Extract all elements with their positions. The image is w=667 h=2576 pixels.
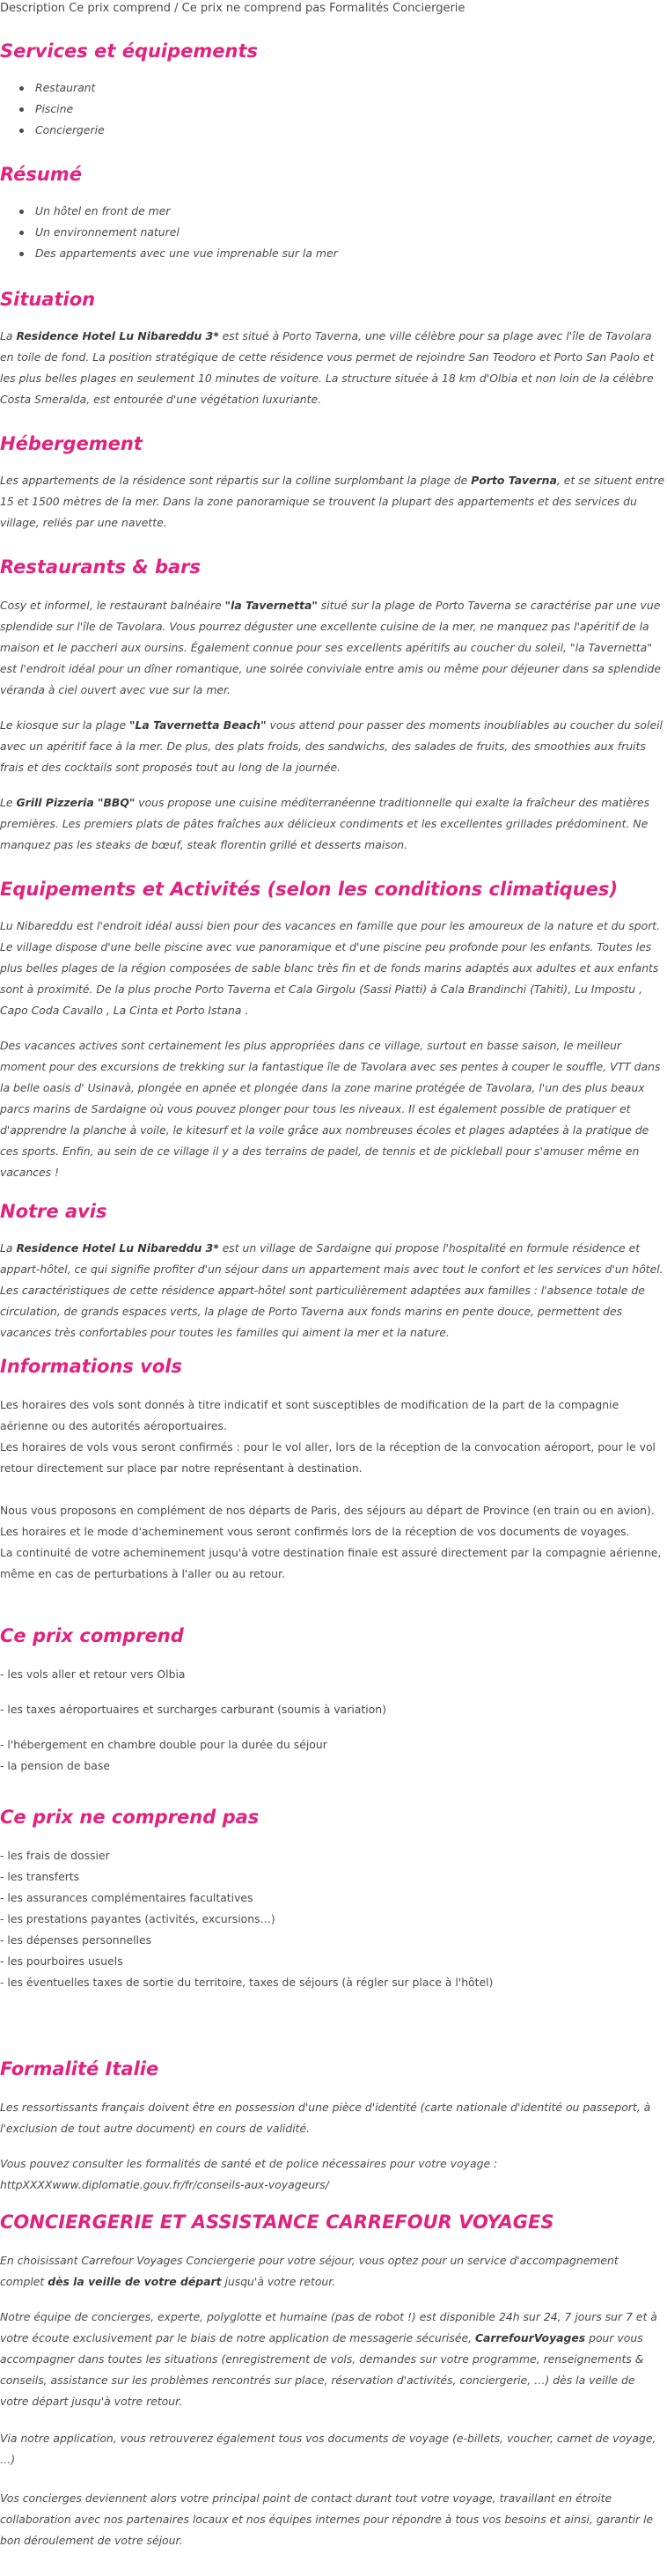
- list-item: - les éventuelles taxes de sortie du territoire, taxes de séjours (à régler sur place à l'hôtel): [0, 1976, 494, 1989]
- conciergerie-paragraph-2: Notre équipe de concierges, experte, polyglotte et humaine (pas de robot !) est disponible 24h sur 24, 7 jours sur 7 et à votre écoute exclusivement par le biais de notre application de messagerie sécurisée, CarrefourVoyages pour vous accompagner dans toutes les situations (enregistrement de vols, demandes sur votre programme, renseignements & conseils, assistance sur les problèmes rencontrés sur place, réservation d'activités, conciergerie, …) dès la veille de votre départ jusqu'à votre retour.: [0, 2310, 657, 2408]
- list-item: - les assurances complémentaires facultatives: [0, 1891, 253, 1904]
- list-item: Conciergerie: [35, 120, 105, 141]
- restaurant-paragraph-2: Le kiosque sur la plage "La Tavernetta Beach" vous attend pour passer des moments inoubliables au coucher du soleil avec un apéritif face à la mer. De plus, des plats froids, des sandwichs, des salades de fruits, des smoothies aux fruits frais et des cocktails sont proposés tout au long de la journée.: [0, 718, 663, 774]
- list-item: - les frais de dossier: [0, 1849, 110, 1862]
- list-item: - les pourboires usuels: [0, 1954, 123, 1968]
- formalite-paragraph-1: Les ressortissants français doivent être en possession d'une pièce d'identité (carte nationale d'identité ou passeport, à l'exclusion de tout autre document) en cours de validité.: [0, 2101, 651, 2135]
- diplomatie-link[interactable]: httpXXXXwww.diplomatie.gouv.fr/fr/conseils-aux-voyageurs/: [0, 2178, 329, 2191]
- restaurant-paragraph-1: Cosy et informel, le restaurant balnéaire "la Tavernetta" situé sur la plage de Porto Taverna se caractérise par une vue splendide sur l'île de Tavolara. Vous pourrez déguster une excellente cuisine de la mer, ne manquez pas l'apéritif de la maison et le paccheri aux oursins. Également connue pour ses excellents apéritifs au coucher du soleil, "la Tavernetta" est l'endroit idéal pour un dîner romantique, une soirée conviviale entre amis ou même pour déjeuner dans sa splendide véranda à ciel ouvert avec vue sur la mer.: [0, 599, 661, 696]
- section-title-services: Services et équipements: [0, 40, 259, 62]
- section-title-conciergerie: CONCIERGERIE ET ASSISTANCE CARREFOUR VOYAGES: [0, 2212, 554, 2233]
- list-item: - l'hébergement en chambre double pour la durée du séjour: [0, 1738, 327, 1751]
- ne-comprend-list: [0, 1845, 665, 1993]
- section-title-informations: Informations vols: [0, 1356, 182, 1377]
- section-title-equipements: Equipements et Activités (selon les conditions climatiques): [0, 879, 619, 900]
- list-item: Piscine: [35, 99, 105, 120]
- section-title-avis: Notre avis: [0, 1201, 107, 1222]
- hebergement-paragraph: Les appartements de la résidence sont répartis sur la colline surplombant la plage de Porto Taverna, et se situent entre 15 et 1500 mètres de la mer. Dans la zone panoramique se trouvent la plupart des appartements et des services du village, reliés par une navette.: [0, 474, 665, 529]
- list-item: - les prestations payantes (activités, excursions…): [0, 1912, 275, 1925]
- list-item: - les vols aller et retour vers Olbia: [0, 1667, 186, 1681]
- list-item: - les transferts: [0, 1870, 80, 1883]
- restaurant-paragraph-3: Le Grill Pizzeria "BBQ" vous propose une cuisine méditerranéenne traditionnelle qui exalte la fraîcheur des matières premières. Les premiers plats de pâtes fraîches aux délicieux condiments et les excellentes grillades prédominent. Ne manquez pas les steaks de bœuf, steak florentin grillé et desserts maison.: [0, 796, 650, 851]
- section-title-ne-comprend: Ce prix ne comprend pas: [0, 1807, 260, 1828]
- avis-paragraph: La Residence Hotel Lu Nibareddu 3* est un village de Sardaigne qui propose l'hospitalité en formule résidence et appart-hôtel, ce qui signifie profiter d'un séjour dans un appartement mais avec tout le confort et les services d'un hôtel. Les caractéristiques de cette résidence appart-hôtel sont particulièrement adaptées aux familles : l'absence totale de circulation, de grands espaces verts, la plage de Porto Taverna aux fonds marins en pente douce, permettent des vacances très confortables pour toutes les familles qui aiment la mer et la nature.: [0, 1241, 663, 1339]
- informations-text: Les horaires des vols sont donnés à titre indicatif et sont susceptibles de modification de la part de la compagnie aérienne ou des autorités aéroportuaires. Les horaires de vols vous seront confirmés : pour le vol aller, lors de la réception de la convocation aéroport, pour le vol retour directement sur place par notre représentant à destination. Nous vous proposons en complément de nos départs de Paris, des séjours au départ de Province (en train ou en avion). Les horaires et le mode d'acheminement vous seront confirmés lors de la réception de vos documents de voyages. La continuité de votre acheminement jusqu'à votre destination finale est assuré directement par la compagnie aérienne, même en cas de perturbations à l'aller ou au retour.: [0, 1398, 662, 1580]
- conciergerie-paragraph-4: Vos concierges deviennent alors votre principal point de contact durant tout votre voyage, travaillant en étroite collaboration avec nos partenaires locaux et nos équipes internes pour répondre à tous vos besoins et ainsi, garantir le bon déroulement de votre séjour.: [0, 2491, 654, 2547]
- list-item: Un environnement naturel: [35, 222, 338, 243]
- list-item: Un hôtel en front de mer: [35, 201, 338, 222]
- tab-separator: /: [171, 2, 182, 15]
- list-item: Restaurant: [35, 77, 105, 99]
- tab-bar: [0, 0, 465, 18]
- resume-list: [0, 201, 338, 264]
- tab-ce-prix-comprend[interactable]: Ce prix comprend: [69, 2, 171, 15]
- tab-conciergerie[interactable]: Conciergerie: [392, 2, 465, 15]
- place-name: Porto Taverna: [471, 474, 557, 487]
- tab-description[interactable]: Description: [0, 2, 66, 15]
- tab-formalites[interactable]: Formalités: [329, 2, 389, 15]
- section-title-hebergement: Hébergement: [0, 433, 143, 454]
- situation-paragraph: La Residence Hotel Lu Nibareddu 3* est situé à Porto Taverna, une ville célèbre pour sa plage avec l'île de Tavolara en toile de fond. La position stratégique de cette résidence vous permet de rejoindre San Teodoro et Porto San Paolo et les plus belles plages en seulement 10 minutes de voiture. La structure située à 18 km d'Olbia et non loin de la célèbre Costa Smeralda, est entourée d'une végétation luxuriante.: [0, 329, 655, 406]
- residence-name: Residence Hotel Lu Nibareddu 3*: [16, 329, 219, 342]
- section-title-resume: Résumé: [0, 164, 82, 185]
- tab-ce-prix-ne-comprend-pas[interactable]: Ce prix ne comprend pas: [181, 2, 326, 15]
- list-item: Des appartements avec une vue imprenable sur la mer: [35, 243, 338, 264]
- equipements-paragraph-1: Lu Nibareddu est l'endroit idéal aussi bien pour des vacances en famille que pour les amoureux de la nature et du sport. Le village dispose d'une belle piscine avec vue panoramique et d'une piscine peu profonde pour les enfants. Toutes les plus belles plages de la région composées de sable blanc très fin et de fonds marins adaptés aux adultes et aux enfants sont à proximité. De la plus proche Porto Taverna et Cala Girgolu (Sassi Piatti) à Cala Brandinchi (Tahiti), Lu Impostu , Capo Coda Cavallo , La Cinta et Porto Istana .: [0, 919, 661, 1017]
- services-list: [0, 77, 105, 141]
- section-title-formalite: Formalité Italie: [0, 2058, 159, 2079]
- section-title-comprend: Ce prix comprend: [0, 1625, 184, 1646]
- list-item: - les taxes aéroportuaires et surcharges carburant (soumis à variation): [0, 1703, 386, 1716]
- conciergerie-paragraph-1: En choisissant Carrefour Voyages Conciergerie pour votre séjour, vous optez pour un service d'accompagnement complet dès la veille de votre départ jusqu'à votre retour.: [0, 2254, 619, 2288]
- section-title-situation: Situation: [0, 289, 96, 310]
- list-item: - les dépenses personnelles: [0, 1933, 152, 1947]
- conciergerie-paragraph-3: Via notre application, vous retrouverez également tous vos documents de voyage (e-billets, voucher, carnet de voyage, …): [0, 2432, 656, 2466]
- comprend-list: [0, 1664, 665, 1777]
- formalite-paragraph-2: Vous pouvez consulter les formalités de santé et de police nécessaires pour votre voyage : httpXXXXwww.diplomatie.gouv.fr/fr/conseils-aux-voyageurs/: [0, 2153, 665, 2196]
- list-item: - la pension de base: [0, 1759, 110, 1772]
- section-title-restaurants: Restaurants & bars: [0, 556, 202, 578]
- equipements-paragraph-2: Des vacances actives sont certainement les plus appropriées dans ce village, surtout en basse saison, le meilleur moment pour des excursions de trekking sur la fantastique île de Tavolara avec ses pentes à couper le souffle, VTT dans la belle oasis d' Usinavà, plongée en apnée et plongée dans la zone marine protégée de Tavolara, l'un des plus beaux parcs marins de Sardaigne où vous pouvez plonger pour tous les niveaux. Il est également possible de pratiquer et d'apprendre la planche à voile, le kitesurf et la voile grâce aux nombreuses écoles et plages adaptées à la pratique de ces sports. Enfin, au sein de ce village il y a des terrains de padel, de tennis et de pickleball pour s'amuser même en vacances !: [0, 1039, 661, 1179]
